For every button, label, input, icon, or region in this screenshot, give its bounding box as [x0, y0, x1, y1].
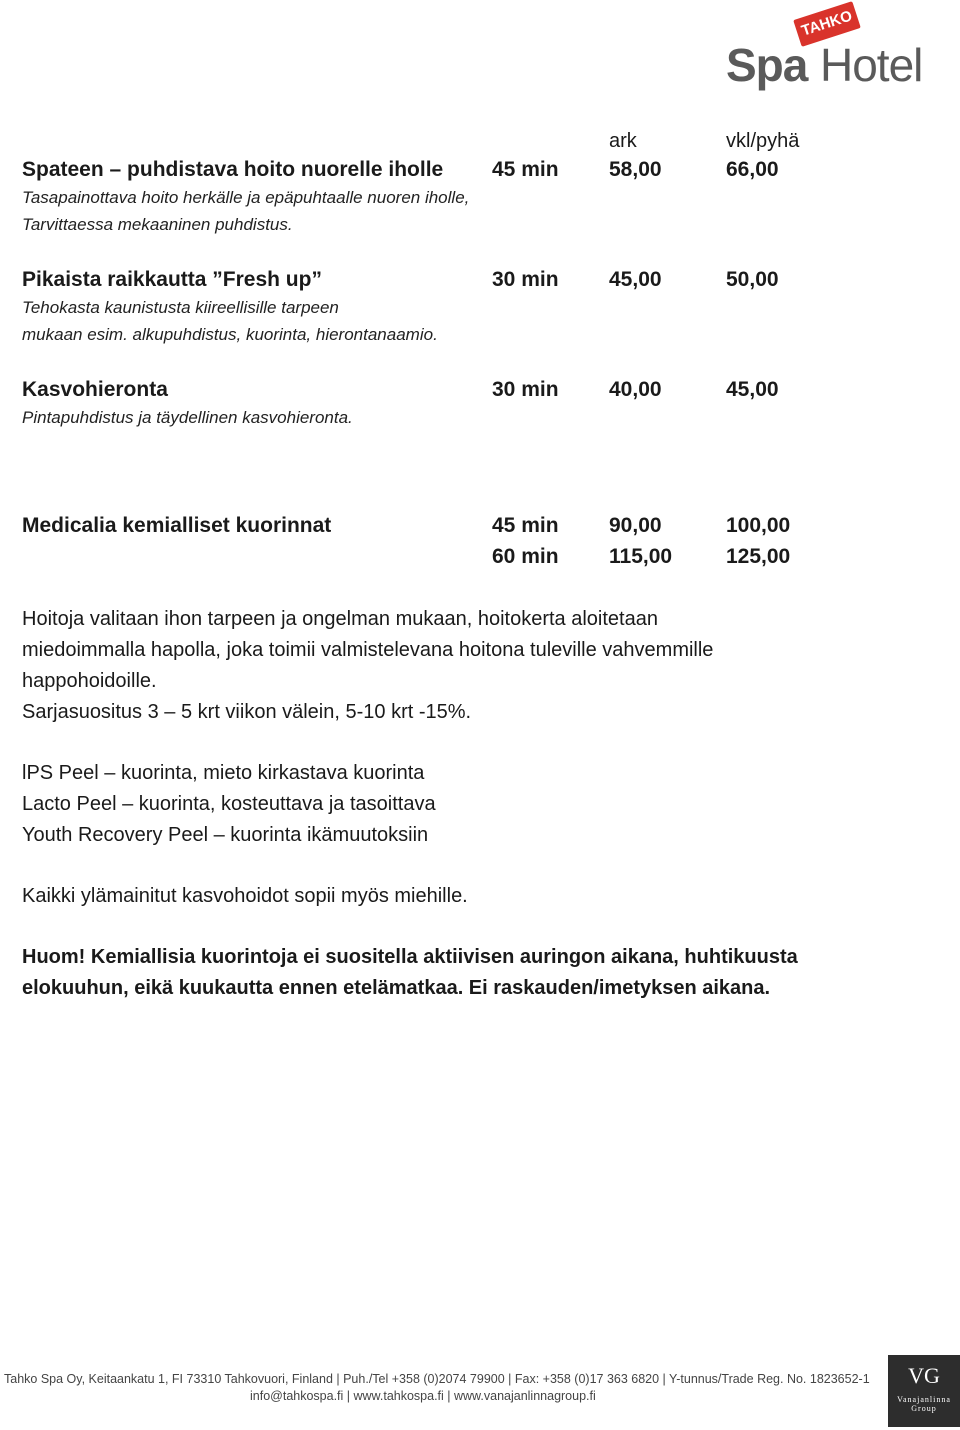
treatment-price-weekend: 50,00: [726, 268, 779, 291]
info-line: Hoitoja valitaan ihon tarpeen ja ongelman mukaan, hoitokerta aloitetaan: [22, 608, 658, 630]
warning-line: Huom! Kemiallisia kuorintoja ei suositella aktiivisen auringon aikana, huhtikuusta: [22, 946, 798, 968]
vg-mark: VG: [908, 1363, 940, 1388]
footer-contact: Tahko Spa Oy, Keitaankatu 1, FI 73310 Tahkovuori, Finland | Puh./Tel +358 (0)2074 79900 | Fax: +358 (0)17 363 6820 | Y-tunnus/Trade Reg. No. 1823652-1: [4, 1372, 870, 1386]
medicalia-duration: 45 min: [492, 514, 559, 537]
vg-name: Vanajanlinna: [897, 1395, 951, 1404]
treatment-price-weekday: 45,00: [609, 268, 662, 291]
treatment-price-weekday: 40,00: [609, 378, 662, 401]
footer-links: info@tahkospa.fi | www.tahkospa.fi | www.vanajanlinnagroup.fi: [250, 1389, 596, 1403]
warning-line: elokuuhun, eikä kuukautta ennen etelämatkaa. Ei raskauden/imetyksen aikana.: [22, 977, 771, 999]
info-line: happohoidoille.: [22, 670, 157, 692]
treatment-duration: 45 min: [492, 158, 559, 181]
medicalia-price-weekday: 115,00: [609, 545, 673, 568]
medicalia-price-weekend: 100,00: [726, 514, 791, 537]
medicalia-title: Medicalia kemialliset kuorinnat: [22, 514, 332, 537]
vanajanlinna-group-logo: [888, 1355, 960, 1427]
spahotel-logo: [726, 8, 936, 98]
treatment-price-weekday: 58,00: [609, 158, 662, 181]
vg-group: Group: [911, 1404, 937, 1413]
column-header-weekday: ark: [609, 130, 637, 152]
treatment-description: Tarvittaessa mekaaninen puhdistus.: [22, 215, 293, 234]
medicalia-price-weekend: 125,00: [726, 545, 791, 568]
peel-item: Lacto Peel – kuorinta, kosteuttava ja tasoittava: [22, 793, 436, 815]
column-header-weekend: vkl/pyhä: [726, 130, 800, 152]
treatment-description: Pintapuhdistus ja täydellinen kasvohieronta.: [22, 408, 353, 427]
treatment-price-weekend: 66,00: [726, 158, 779, 181]
treatment-description: mukaan esim. alkupuhdistus, kuorinta, hierontanaamio.: [22, 325, 438, 344]
logo-spa-text: Spa: [726, 39, 808, 91]
info-line: miedoimmalla hapolla, joka toimii valmistelevana hoitona tuleville vahvemmille: [22, 639, 714, 661]
treatment-price-weekend: 45,00: [726, 378, 779, 401]
treatment-description: Tehokasta kaunistusta kiireellisille tarpeen: [22, 298, 339, 317]
medicalia-duration: 60 min: [492, 545, 559, 568]
info-line: Sarjasuositus 3 – 5 krt viikon välein, 5-10 krt -15%.: [22, 701, 472, 723]
peel-item: lPS Peel – kuorinta, mieto kirkastava kuorinta: [22, 762, 425, 784]
treatment-name: Pikaista raikkautta ”Fresh up”: [22, 268, 322, 291]
medicalia-price-weekday: 90,00: [609, 514, 662, 537]
peel-item: Youth Recovery Peel – kuorinta ikämuutoksiin: [22, 824, 429, 846]
treatment-name: Spateen – puhdistava hoito nuorelle iholle: [22, 158, 444, 181]
treatment-duration: 30 min: [492, 378, 559, 401]
men-note: Kaikki ylämainitut kasvohoidot sopii myös miehille.: [22, 885, 468, 907]
treatment-duration: 30 min: [492, 268, 559, 291]
treatment-name: Kasvohieronta: [22, 378, 168, 401]
treatment-description: Tasapainottava hoito herkälle ja epäpuhtaalle nuoren iholle,: [22, 188, 470, 207]
tahko-badge: TAHKO: [793, 1, 861, 47]
logo-hotel-text: Hotel: [820, 39, 923, 91]
